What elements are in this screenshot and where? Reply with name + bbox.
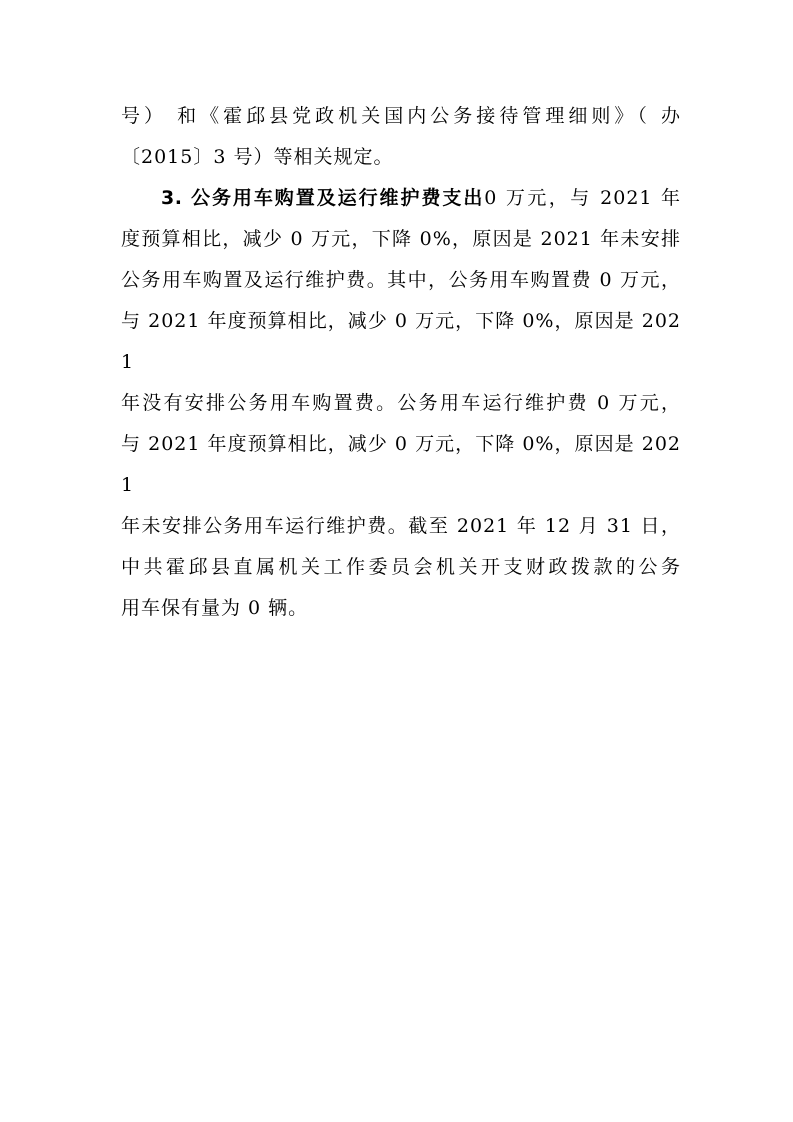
text-line: 〔2015〕3 号）等相关规定。 <box>121 146 394 168</box>
text-line <box>121 178 681 219</box>
text-line: 年没有安排公务用车购置费。公务用车运行维护费 0 万元， <box>121 392 681 414</box>
text-line: 号） 和《霍邱县党政机关国内公务接待管理细则》（ 办 <box>121 105 681 127</box>
text-line: 用车保有量为 0 辆。 <box>121 597 309 619</box>
text-line: 与 2021 年度预算相比，减少 0 万元，下降 0%，原因是 2021 <box>121 310 681 373</box>
text-line: 公务用车购置及运行维护费。其中，公务用车购置费 0 万元， <box>121 269 681 291</box>
paragraph-vehicle-expenses <box>121 178 681 629</box>
text-line: 与 2021 年度预算相比，减少 0 万元，下降 0%，原因是 2021 <box>121 433 681 496</box>
document-body <box>121 96 681 629</box>
text-line: 年未安排公务用车运行维护费。截至 2021 年 12 月 31 日， <box>121 515 681 537</box>
text-line: 度预算相比，减少 0 万元，下降 0%，原因是 2021 年未安排 <box>121 228 681 250</box>
paragraph-regulations <box>121 96 681 178</box>
text-line: 中共霍邱县直属机关工作委员会机关开支财政拨款的公务 <box>121 556 681 578</box>
section-heading: 3. 公务用车购置及运行维护费支出 <box>161 187 485 209</box>
text-fragment: 0 万元，与 2021 年 <box>484 187 681 209</box>
